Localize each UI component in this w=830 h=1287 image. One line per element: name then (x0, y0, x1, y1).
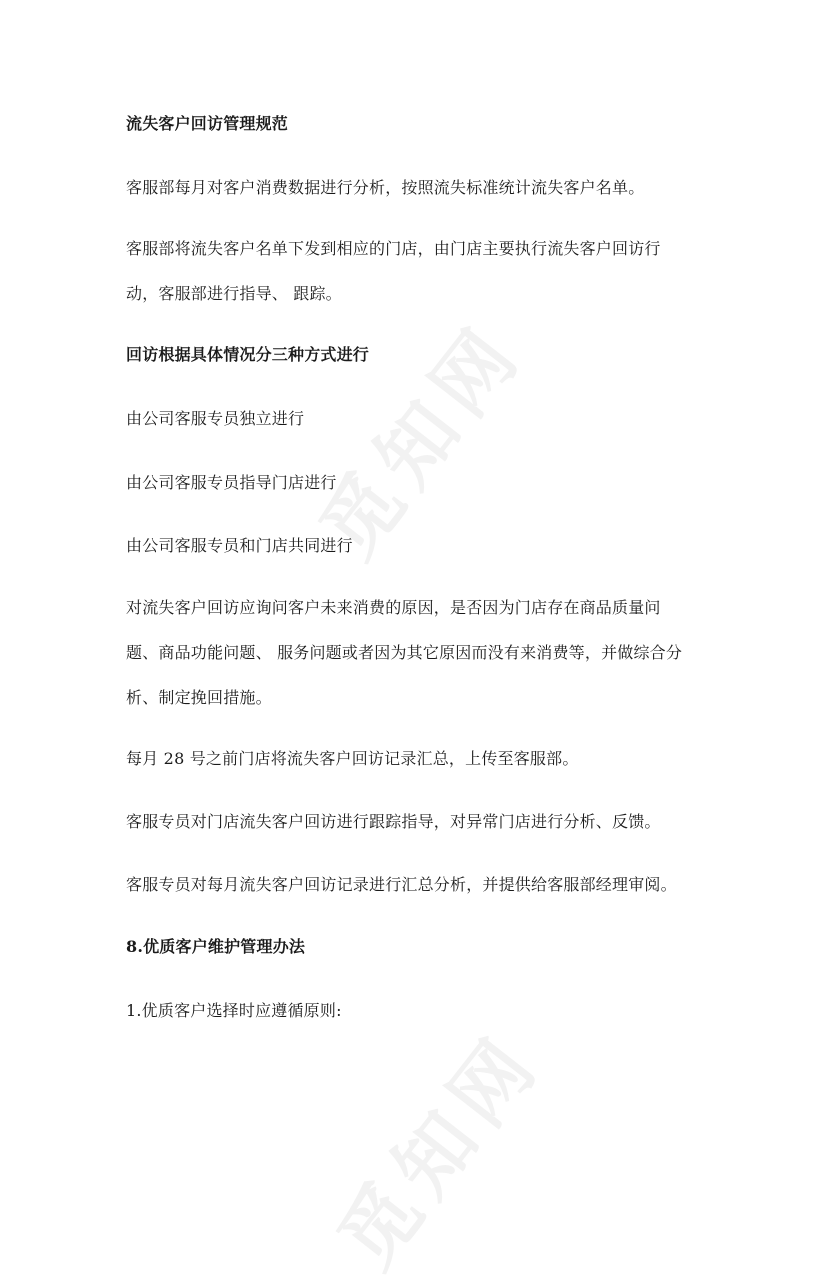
paragraph-line: 每月 28 号之前门店将流失客户回访记录汇总，上传至客服部。 (126, 749, 579, 768)
paragraph-line: 析、制定挽回措施。 (126, 688, 272, 707)
paragraph-line: 动，客服部进行指导、 跟踪。 (126, 284, 342, 303)
paragraph-line: 1.优质客户选择时应遵循原则: (126, 1001, 342, 1020)
section-heading: 8.优质客户维护管理办法 (126, 937, 306, 956)
section-heading: 回访根据具体情况分三种方式进行 (126, 345, 370, 364)
list-item: 由公司客服专员独立进行 (126, 409, 305, 428)
paragraph-line: 客服专员对每月流失客户回访记录进行汇总分析，并提供给客服部经理审阅。 (126, 875, 677, 894)
list-item: 由公司客服专员和门店共同进行 (126, 536, 353, 555)
section-heading: 流失客户回访管理规范 (126, 114, 289, 133)
paragraph-line: 客服专员对门店流失客户回访进行跟踪指导，对异常门店进行分析、反馈。 (126, 812, 661, 831)
paragraph-line: 对流失客户回访应询问客户未来消费的原因，是否因为门店存在商品质量问 (126, 598, 661, 617)
list-item: 由公司客服专员指导门店进行 (126, 473, 337, 492)
watermark: 觅知网 (321, 1016, 560, 1285)
watermark: 觅知网 (303, 306, 542, 575)
paragraph-line: 客服部将流失客户名单下发到相应的门店，由门店主要执行流失客户回访行 (126, 239, 661, 258)
paragraph-line: 客服部每月对客户消费数据进行分析，按照流失标准统计流失客户名单。 (126, 178, 645, 197)
paragraph-line: 题、商品功能问题、 服务问题或者因为其它原因而没有来消费等，并做综合分 (126, 643, 683, 662)
